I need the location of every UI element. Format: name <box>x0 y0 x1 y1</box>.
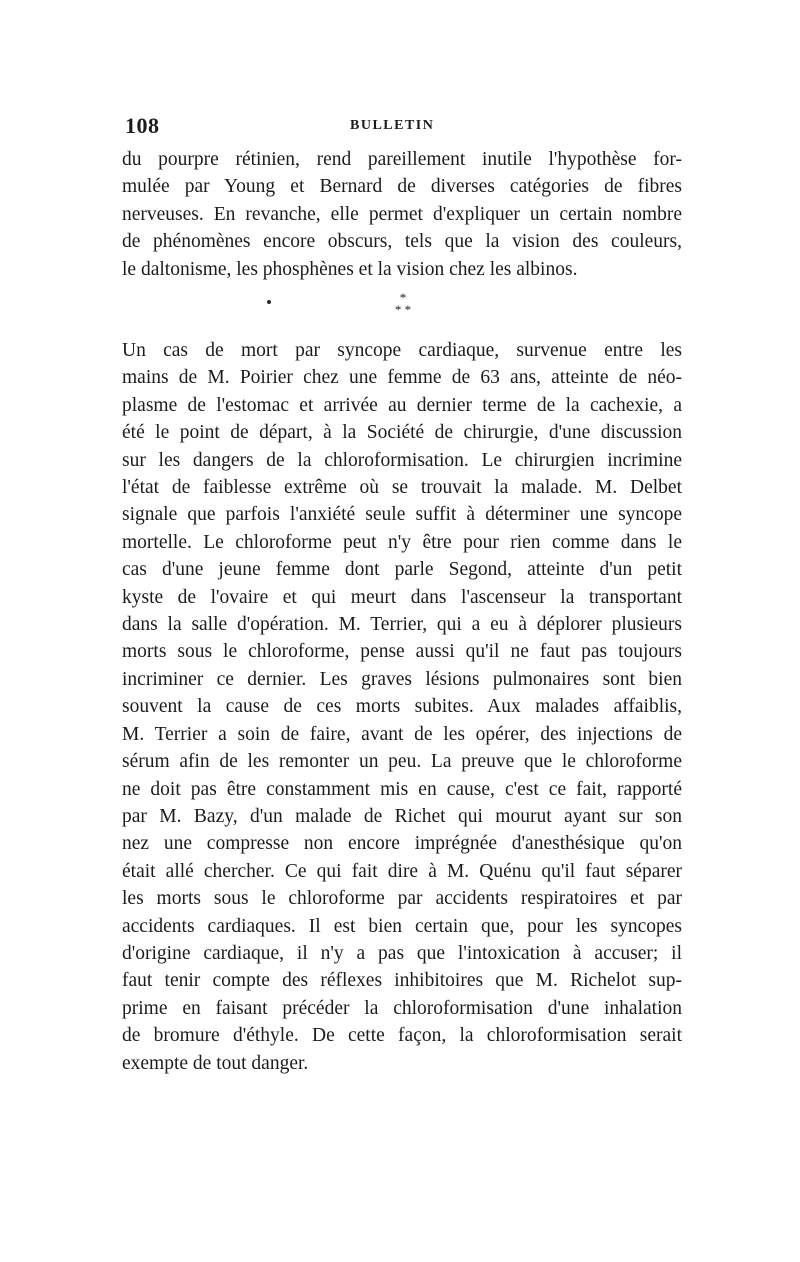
text-line: incriminer ce dernier. Les graves lésions pulmonaires sont bien <box>122 668 682 690</box>
text-line: était allé chercher. Ce qui fait dire à M. Quénu qu'il faut séparer <box>122 860 682 882</box>
text-line: nerveuses. En revanche, elle permet d'expliquer un certain nombre <box>122 203 682 225</box>
text-line: nez une compresse non encore imprégnée d'anesthésique qu'on <box>122 833 682 855</box>
text-line: mains de M. Poirier chez une femme de 63 ans, atteinte de néo- <box>122 367 682 389</box>
text-line: faut tenir compte des réflexes inhibitoires que M. Richelot sup- <box>122 970 682 992</box>
text-line: sur les dangers de la chloroformisation. Le chirurgien incrimine <box>122 449 682 471</box>
text-line: par M. Bazy, d'un malade de Richet qui mourut ayant sur son <box>122 805 682 827</box>
running-head <box>125 113 682 143</box>
text-line: cas d'une jeune femme dont parle Segond, atteinte d'un petit <box>122 559 682 581</box>
text-line: prime en faisant précéder la chloroformisation d'une inhalation <box>122 997 682 1019</box>
paragraph-retinal-purple <box>122 146 682 283</box>
ink-speck <box>267 300 271 304</box>
text-line: accidents cardiaques. Il est bien certain que, pour les syncopes <box>122 915 682 937</box>
text-line: Un cas de mort par syncope cardiaque, survenue entre les <box>122 340 682 361</box>
text-line: mortelle. Le chloroforme peut n'y être pour rien comme dans le <box>122 531 682 553</box>
page-number: 108 <box>125 113 160 138</box>
text-line: ne doit pas être constamment mis en cause, c'est ce fait, rapporté <box>122 778 682 800</box>
text-line: les morts sous le chloroforme par accidents respiratoires et par <box>122 888 682 910</box>
journal-title: BULLETIN <box>350 118 435 133</box>
asterism-top: * <box>399 290 407 305</box>
text-line: souvent la cause de ces morts subites. Aux malades affaiblis, <box>122 696 682 718</box>
text-line: exempte de tout danger. <box>122 1052 309 1074</box>
text-line: été le point de départ, à la Société de chirurgie, d'une discussion <box>122 422 682 444</box>
text-line: morts sous le chloroforme, pense aussi qu'il ne faut pas toujours <box>122 641 682 663</box>
text-line: dans la salle d'opération. M. Terrier, qui a eu à déplorer plusieurs <box>122 614 682 636</box>
text-line: de bromure d'éthyle. De cette façon, la chloroformisation serait <box>122 1025 682 1047</box>
text-line: kyste de l'ovaire et qui meurt dans l'ascenseur la transportant <box>122 586 682 608</box>
text-line: sérum afin de les remonter un peu. La preuve que le chloroforme <box>122 751 682 773</box>
text-line: du pourpre rétinien, rend pareillement inutile l'hypothèse for- <box>122 149 682 170</box>
text-line: d'origine cardiaque, il n'y a pas que l'intoxication à accuser; il <box>122 942 682 964</box>
text-line: l'état de faiblesse extrême où se trouvait la malade. M. Delbet <box>122 477 682 499</box>
paragraph-chloroform-discussion <box>122 337 682 1077</box>
section-separator-asterism <box>383 292 423 320</box>
text-line: de phénomènes encore obscurs, tels que la vision des couleurs, <box>122 231 682 253</box>
text-line: signale que parfois l'anxiété seule suffit à déterminer une syncope <box>122 504 682 526</box>
text-line: plasme de l'estomac et arrivée au dernier terme de la cachexie, a <box>122 394 682 416</box>
text-line: mulée par Young et Bernard de diverses catégories de fibres <box>122 176 682 198</box>
text-line: M. Terrier a soin de faire, avant de les opérer, des injections de <box>122 723 682 745</box>
text-line: le daltonisme, les phosphènes et la vision chez les albinos. <box>122 258 578 280</box>
asterism-bottom: * * <box>394 302 412 317</box>
